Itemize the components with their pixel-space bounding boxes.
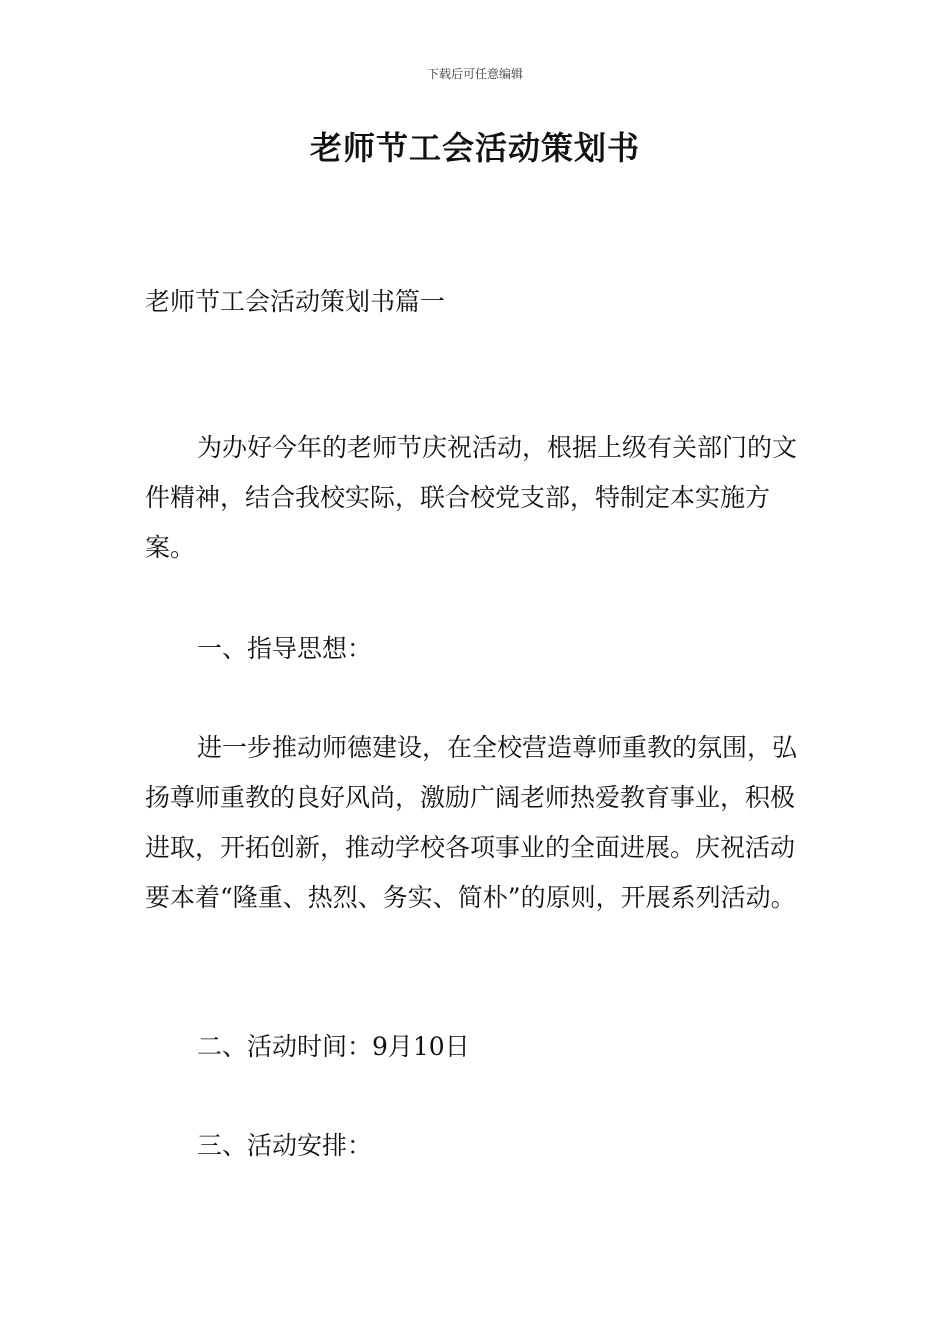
time-heading: 二、活动时间：9月10日 (197, 1032, 470, 1061)
intro-paragraph: 为办好今年的老师节庆祝活动，根据上级有关部门的文件精神，结合我校实际，联合校党支部，特制定本实施方案。 (145, 433, 798, 562)
guiding-paragraph: 进一步推动师德建设，在全校营造尊师重教的氛围，弘扬尊师重教的良好风尚，激励广阔老师热爱教育事业，积极进取，开拓创新，推动学校各项事业的全面进展。庆祝活动要本着“隆重、热烈、务实、简朴”的原则，开展系列活动。 (145, 733, 798, 912)
document-title: 老师节工会活动策划书 (309, 129, 640, 167)
header-note: 下载后可任意编辑 (426, 67, 523, 81)
section-subtitle: 老师节工会活动策划书篇一 (145, 287, 446, 316)
arrangement-heading: 三、活动安排： (197, 1131, 373, 1160)
guiding-heading: 一、指导思想： (197, 634, 373, 663)
